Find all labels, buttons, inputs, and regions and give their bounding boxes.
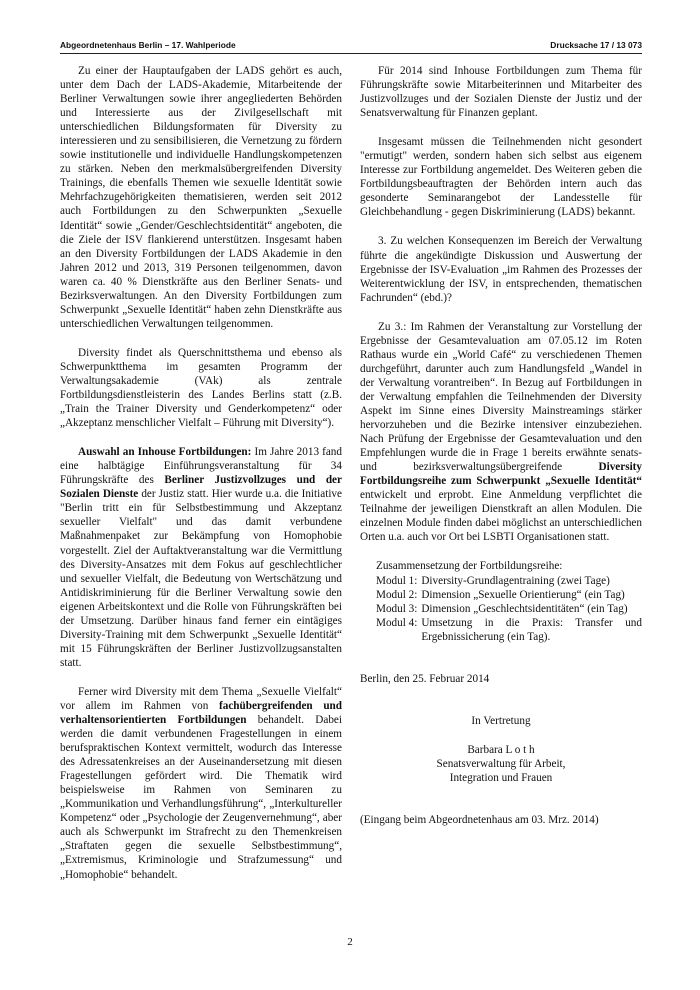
bold-fachuebergreifend: fachübergreifenden und verhaltensorientierten Fortbildungen (60, 699, 342, 727)
module-item (376, 616, 642, 644)
bold-justizvollzug: Berliner Justizvollzuges und der Sozialen Dienste (60, 474, 342, 501)
answer-3 (360, 320, 642, 545)
module-value: Dimension „Geschlechtsidentitäten“ (ein Tag) (421, 602, 628, 615)
header-doc-number: Drucksache 17 / 13 073 (550, 40, 642, 50)
text-span: behandelt. Dabei werden die damit verbundenen Fragestellungen in einem berufspraktischen Kontext vermittelt, wodurch das Interesse des Adressatenkreises an der Auseinandersetzung mit diesen Fragestellungen gefördert wird. Die Thematik wird beispielsweise im Rahmen von Seminaren zu „Kommunikation und Verhandlungsführung“, „Interkultureller Kompetenz“ oder „Psychologie der Zeugenvernehmung“, aber auch als Schwerpunkt im Strafrecht zu den Themenkreisen „Straftaten gegen die sexuelle Selbstbestimmung“, „Extremismus, Kriminologie und Strafzumessung“ und „Homophobie“ behandelt. (60, 714, 342, 881)
department-line-1: Senatsverwaltung für Arbeit, (436, 757, 566, 770)
text-span: entwickelt und erprobt. Eine Anmeldung verpflichtet die Teilnahme der jeweiligen Dienstkraft an allen Modulen. Die einzelnen Module finden dabei möglichst an unterschiedlichen Orten u.a. auch vor Ort bei LSBTI Organisationen statt. (360, 489, 642, 544)
module-key: Modul 3: (376, 602, 418, 615)
eingang-note: (Eingang beim Abgeordnetenhaus am 03. Mrz. 2014) (360, 813, 599, 826)
bold-fortbildungsreihe: Diversity Fortbildungsreihe zum Schwerpunkt „Sexuelle Identität“ (360, 461, 642, 488)
paragraph-inhouse-fortbildungen (60, 445, 342, 670)
paragraph-verwaltungsakademie: Diversity findet als Querschnittsthema und ebenso als Schwerpunktthema im gesamten Programm der Verwaltungsakademie (VAk) als zentrale Fortbildungsdienstleisterin des Landes Berlins statt (z.B. „Train the Trainer Diversity und Genderkompetenz“ oder „Akzeptanz menschlicher Vielfalt – Führung mit Diversity“). (60, 346, 342, 430)
text-span: Zu 3.: Im Rahmen der Veranstaltung zur Vorstellung der Ergebnisse der Gesamtevaluation am 07.05.12 im Roten Rathaus wurde ein „World Café“ zu verschiedenen Themen durchgeführt, darunter auch zum Handlungsfeld „Wandel in der Verwaltung vorantreiben“. In Bezug auf Fortbildungen in der Verwaltung empfahlen die Teilnehmenden der Diversity Aspekt im Sinne eines Diversity Mainstreamings stärker hervorzuheben und die Bezirke intensiver einzubeziehen. Nach Prüfung der Ergebnisse der Gesamtevaluation und den Empfehlungen wurde die in Frage 1 bereits erwähnte senats- und bezirksverwaltungsübergreifende (360, 320, 642, 474)
module-list-title: Zusammensetzung der Fortbildungsreihe: (376, 560, 563, 573)
text-span: Im Jahre 2013 fand eine halbtägige Einführungsveranstaltung für 34 Führungskräfte des (60, 446, 342, 487)
module-key: Modul 1: (376, 574, 418, 587)
date-line: Berlin, den 25. Februar 2014 (360, 672, 490, 685)
module-value: Dimension „Sexuelle Orientierung“ (ein Tag) (421, 588, 625, 601)
paragraph-sexuelle-vielfalt (60, 685, 342, 882)
module-value: Umsetzung in die Praxis: Transfer und Ergebnissicherung (ein Tag). (421, 616, 642, 643)
module-key: Modul 4: (376, 616, 418, 629)
module-key: Modul 2: (376, 588, 418, 601)
paragraph-2014-plans: Für 2014 sind Inhouse Fortbildungen zum Thema für Führungskräfte sowie Mitarbeiterinnen und Mitarbeiter des Justizvollzuges und der Sozialen Dienste der Justiz und der Senatsverwaltung für Finanzen geplant. (360, 65, 642, 120)
module-item (376, 588, 642, 602)
right-column (360, 64, 642, 827)
page-number: 2 (347, 936, 353, 948)
signatory-name: Barbara L o t h (467, 743, 535, 756)
question-3: 3. Zu welchen Konsequenzen im Bereich der Verwaltung führte die angekündigte Diskussion und Auswertung der Ergebnisse der ISV-Evaluation „im Rahmen des Prozesses der Weiterentwicklung der ISV, in entsprechenden, thematischen Fachrunden“ (ebd.)? (360, 235, 642, 304)
in-vertretung: In Vertretung (471, 714, 531, 727)
module-list (360, 559, 642, 643)
module-value: Diversity-Grundlagentraining (zwei Tage) (421, 574, 610, 587)
text-span: Ferner wird Diversity mit dem Thema „Sexuelle Vielfalt“ vor allem im Rahmen von (60, 685, 342, 712)
header-left: Abgeordnetenhaus Berlin – 17. Wahlperiode (60, 40, 236, 50)
text-span: der Justiz statt. Hier wurde u.a. die Initiative "Berlin tritt ein für Selbstbestimmung und Akzeptanz sexueller Vielfalt" und das damit verbundene Maßnahmenpaket zur Bekämpfung von Homophobie vorgestellt. Ziel der Auftaktveranstaltung war die Vermittlung des Diversity-Ansatzes mit dem Fokus auf geschlechtlicher und sexueller Vielfalt, die Bedeutung von Wertschätzung und Antidiskriminierung für die Berliner Verwaltung sowie den eigenen Arbeitskontext und die Rolle von Führungskräften bei der Umsetzung. Darüber hinaus fand ferner ein eintägiges Diversity-Training mit dem Schwerpunkt „Sexuelle Identität“ mit 15 Führungskräften der Berliner Justizvollzugsanstalten statt. (60, 488, 342, 669)
paragraph-ermutigt: Insgesamt müssen die Teilnehmenden nicht gesondert "ermutigt" werden, sondern haben sich selbst aus eigenem Interesse zur Fortbildung angemeldet. Des Weiteren geben die Fortbildungsbeauftragten der Behörden intern auch das gesonderte Seminarangebot der Landesstelle für Gleichbehandlung - gegen Diskriminierung (LADS) bekannt. (360, 136, 642, 219)
left-column (60, 64, 342, 882)
page-header (60, 40, 642, 54)
module-item (376, 574, 642, 588)
bold-inhouse-heading: Auswahl an Inhouse Fortbildungen: (78, 446, 252, 459)
department-line-2: Integration und Frauen (449, 771, 553, 784)
module-item (376, 602, 642, 616)
paragraph-lads-akademie: Zu einer der Hauptaufgaben der LADS gehört es auch, unter dem Dach der LADS-Akademie, Mitarbeitende der Berliner Verwaltungen sowie ihrer angegliederten Behörden und Interessierte aus der Zivilgesellschaft mit unterschiedlichen Bildungsformaten für Diversity zu interessieren und zu sensibilisieren, die Vernetzung zu fördern sowie institutionelle und individuelle Handlungskompetenzen zu stärken. Neben den merkmalsübergreifenden Diversity Trainings, die ebenfalls Themen wie sexuelle Identität sowie Mehrfachzugehörigkeiten thematisieren, werden seit 2012 auch Fortbildungen zu den Schwerpunkten „Sexuelle Identität“ sowie „Gender/Geschlechtsidentität“ angeboten, die die Ziele der ISV flankierend unterstützen. Insgesamt haben an den Diversity Fortbildungen der LADS Akademie in den Jahren 2012 und 2013, 319 Personen teilgenommen, davon waren ca. 40 % Dienstkräfte aus den Berliner Senats- und Bezirksverwaltungen. An den Diversity Fortbildungen zum Schwerpunkt „Sexuelle Identität“ haben zehn Dienstkräfte aus unterschiedlichen Verwaltungen teilgenommen. (60, 65, 342, 330)
header-rule (60, 53, 642, 54)
